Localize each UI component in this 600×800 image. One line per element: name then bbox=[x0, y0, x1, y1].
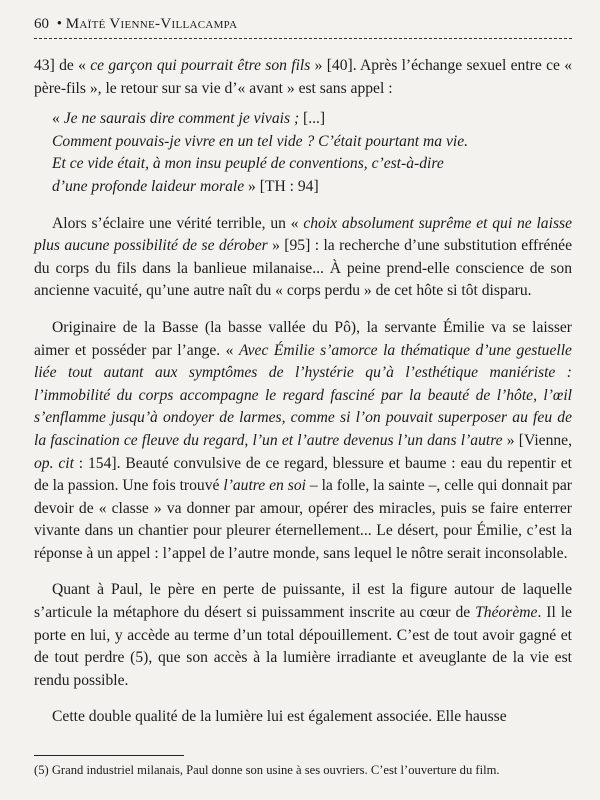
quote-line-4 bbox=[52, 176, 572, 199]
quote-line-1 bbox=[52, 108, 572, 131]
p5-text-a: Cette double qualité de la lumière lui est également associée. Elle hausse bbox=[52, 708, 507, 726]
p2-text-c: » [95] : la recherche d’une substitution effrénée du corps du fils dans la banlieue milanaise... À peine prend-elle conscience de son ancienne vacuité, qu’une autre naît du « corps perdu » de cet hôte si tôt disparu. bbox=[34, 237, 572, 300]
p4-text-c: . Il le porte en lui, y accède au terme d’un total dépouillement. C’est de tout avoir gagné et de tout perdre (5), que son accès à la lumière irradiante et aveuglante de la vie est rendu possible. bbox=[34, 604, 572, 689]
running-header bbox=[34, 14, 574, 34]
paragraph-2 bbox=[34, 213, 572, 303]
quote-line-3-italic: Et ce vide était, à mon insu peuplé de conventions, c’est-à-dire bbox=[52, 155, 444, 173]
p3-italic-opcit: op. cit bbox=[34, 454, 74, 472]
p3-text-c: » [Vienne, bbox=[502, 431, 572, 449]
block-quote bbox=[52, 108, 572, 198]
quote-ellipsis: [...] bbox=[299, 110, 326, 128]
p3-text-g: – la folle, la sainte –, celle qui donnait par devoir de « classe » va donner par amour, opérer des miracles, puis se faire enterrer vivante dans un chantier pour pleurer éternellement... Le désert, pour Émilie, c’est la réponse à un appel : l’appel de l’autre monde, sans lequel le nôtre serait inconsolable. bbox=[34, 477, 573, 562]
paragraph-5 bbox=[34, 706, 572, 729]
paragraph-3 bbox=[34, 317, 572, 566]
footnote: (5) Grand industriel milanais, Paul donne son usine à ses ouvriers. C’est l’ouverture du film. bbox=[34, 763, 500, 777]
paragraph-1 bbox=[34, 55, 572, 100]
quote-line-1-italic: Je ne saurais dire comment je vivais ; bbox=[63, 110, 300, 128]
footnote-rule bbox=[34, 755, 184, 756]
quote-line-2-italic: Comment pouvais-je vivre en un tel vide ? C’était pourtant ma vie. bbox=[52, 132, 469, 150]
p1-text-c: » [40]. Après l’échange sexuel entre ce « père-fils », le retour sur sa vie d’« avant » est sans appel : bbox=[34, 57, 573, 97]
page-number: 60 bbox=[34, 16, 49, 32]
header-separator: • bbox=[56, 16, 63, 32]
quote-open: « bbox=[52, 110, 64, 128]
quote-line-2 bbox=[52, 131, 572, 154]
quote-citation: » [TH : 94] bbox=[244, 177, 319, 195]
p2-text-a: Alors s’éclaire une vérité terrible, un « bbox=[52, 214, 304, 232]
body-text bbox=[34, 55, 572, 729]
p3-italic-autre: l’autre en soi bbox=[223, 477, 306, 495]
p1-text-a: 43] de « bbox=[34, 57, 91, 74]
p4-text-a: Quant à Paul, le père en perte de puissante, il est la figure autour de laquelle s’articule la métaphore du désert si puissamment inscrite au cœur de bbox=[34, 581, 572, 622]
quote-line-4-italic: d’une profonde laideur morale bbox=[52, 177, 245, 195]
p3-text-a: Originaire de la Basse (la basse vallée du Pô), la servante Émilie va se laisser aimer et posséder par l’ange. « bbox=[34, 318, 572, 359]
p2-italic-quote: choix absolument suprême et qui ne laisse plus aucune possibilité de se dérober bbox=[34, 214, 572, 255]
p4-italic-title: Théorème bbox=[475, 604, 538, 622]
header-rule bbox=[34, 38, 572, 39]
header-author: Maïté Vienne-Villacampa bbox=[65, 16, 238, 32]
p1-italic-quote: ce garçon qui pourrait être son fils bbox=[90, 57, 311, 74]
paragraph-4 bbox=[34, 579, 572, 692]
p3-text-e: : 154]. Beauté convulsive de ce regard, blessure et baume : eau du repentir et de la passion. Une fois trouvé bbox=[34, 454, 572, 495]
p3-italic-quote: Avec Émilie s’amorce la thématique d’une gestuelle liée tout autant aux symptômes de l’hystérie qu’à l’esthétique maniériste : l’immobilité du corps accompagne le regard fasciné par la beauté de l’hôte, l’œil s’enflamme jusqu’à ondoyer de larmes, comme si l’on pouvait superposer au feu de la fascination ce fleuve du regard, l’un et l’autre devenus l’un dans l’autre bbox=[34, 341, 572, 449]
quote-line-3 bbox=[52, 153, 572, 176]
